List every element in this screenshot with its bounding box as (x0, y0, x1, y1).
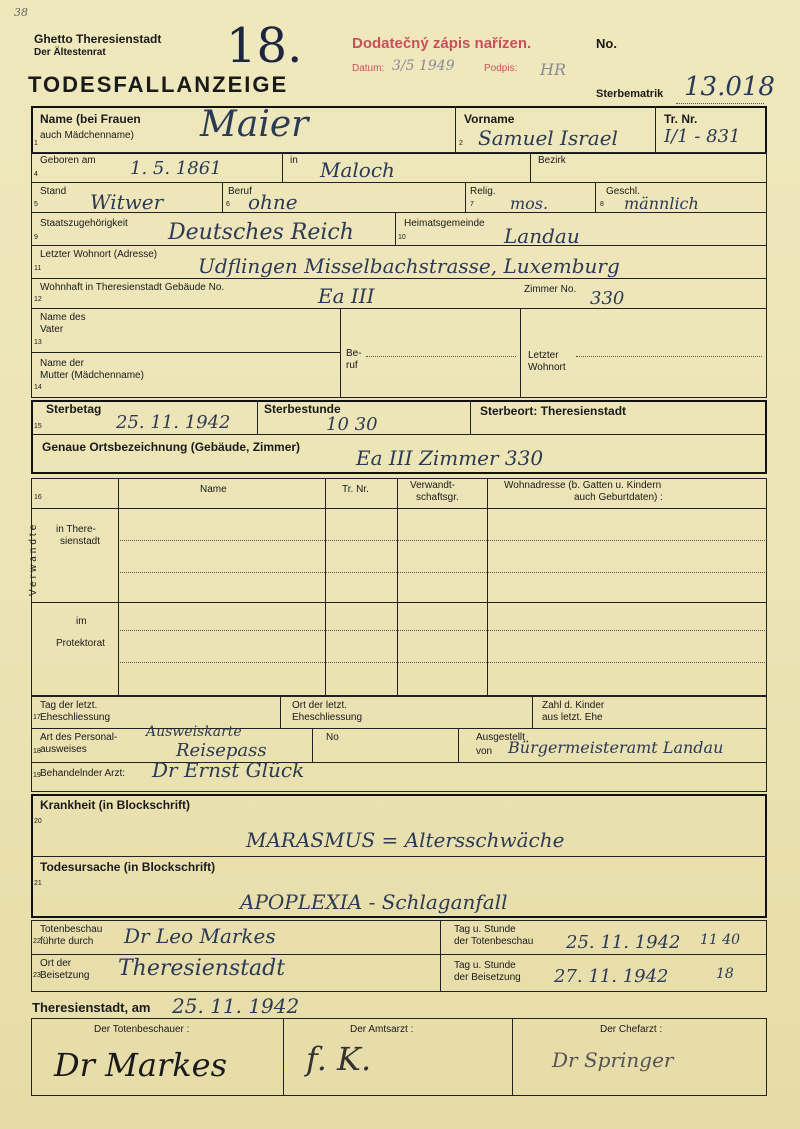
heimat-value: Landau (504, 224, 580, 248)
corner-note: 38 (14, 6, 28, 19)
col-trnr: Tr. Nr. (342, 484, 369, 495)
burial-date-label-2: der Beisetzung (454, 972, 521, 983)
children-label-2: aus letzt. Ehe (542, 712, 603, 723)
council-name: Der Ältestenrat (34, 47, 106, 58)
in-label: in (290, 155, 298, 166)
stamp-datum-label: Datum: (352, 63, 385, 74)
handwritten-number: 18. (226, 18, 303, 74)
doctor-value: Dr Ernst Glück (152, 758, 305, 782)
issued-label: Ausgestellt (476, 732, 525, 743)
stamp-datum-value: 3/5 1949 (392, 58, 455, 74)
relig-label: Relig. (470, 186, 496, 197)
burial-place-label-2: Beisetzung (40, 970, 90, 981)
no-label: No. (596, 36, 617, 51)
col-verw-2: schaftsgr. (416, 492, 459, 503)
form-title: TODESFALLANZEIGE (28, 72, 289, 97)
name-label-2: auch Mädchenname) (40, 130, 134, 141)
row-theresienstadt: in There- (56, 524, 96, 535)
examination-label-2: führte durch (40, 936, 94, 947)
sterbestunde-value: 10 30 (326, 414, 378, 435)
sig-official-label: Der Amtsarzt : (350, 1024, 414, 1035)
place-date-label: Theresienstadt, am (32, 1000, 151, 1015)
marriage-ort-label-2: Eheschliessung (292, 712, 363, 723)
burial-place-value: Theresienstadt (118, 956, 286, 981)
id-type-label-2: ausweises (40, 744, 87, 755)
row-protektorat: im (76, 616, 87, 627)
id-type-value-2: Reisepass (176, 740, 267, 761)
relatives-side-label: Verwandte (28, 521, 39, 596)
mutter-label: Name der (40, 358, 84, 369)
sig-chief-value: Dr Springer (552, 1048, 674, 1072)
geschl-label: Geschl. (606, 186, 640, 197)
sig-examiner-label: Der Totenbeschauer : (94, 1024, 190, 1035)
sterbetag-value: 25. 11. 1942 (116, 412, 231, 433)
beruf-value: ohne (248, 190, 298, 214)
exam-time-value: 11 40 (700, 932, 741, 948)
beruf2-label-2: ruf (346, 360, 358, 371)
col-wohn-2: auch Geburtdaten) : (574, 492, 663, 503)
in-value: Maloch (320, 158, 395, 182)
burial-time-value: 18 (716, 966, 734, 982)
col-name: Name (200, 484, 227, 495)
death-notice-form: 38 Ghetto Theresienstadt Der Ältestenrat TODESFALLANZEIGE 18. Dodatečný zápis nařízen. Datum: 3/5 1949 Podpis: HR No. Sterbematrik 13.018 Name (bei Frauen auch Mädchenname) 1 Maier Vorname 2 Samuel Israel Tr. Nr. I/1 - 831 Geboren am 4 1. 5. 1861 in Maloch Bezirk Stand 5 Witwer Beruf 6 ohne Relig. 7 mos. Geschl. 8 männlich Staatszugehörigkeit 9 Deutsches Reich Heimatsgemeinde 10 Landau Letzter Wohnort (Adresse) 11 Udflingen Misselbachstrasse, Luxemburg Wohnhaft in Theresienstadt Gebäude No. 12 Ea III Zimmer No. 330 Name des Vater 13 Be- ruf Letzter Wohnort Name der Mutter (Mädchenname) 14 Sterbetag 15 25. 11. 1942 Sterbestunde 10 30 Sterbeort: Theresienstadt Genaue Ortsbezeichnung (Gebäude, Zimmer) Ea III Zimmer 330 16 Name Tr. Nr. Verwandt- schaftsgr. Wohnadresse (b. Gatten u. Kindern auch Geburtdaten) : in There- sienstadt im Protektorat Verwandte Tag der letzt. Eheschliessung 17 Ort der letzt. Eheschliessung Zahl d. Kinder aus letzt. Ehe Art des Personal- ausweises 18 Ausweiskarte Reisepass No Ausgestellt von Bürgermeisteramt Landau Behandelnder Arzt: 19 Dr Ernst Glück Krankheit (in Blockschrift) 20 MARASMUS = Altersschwäche Todesursache (in Blockschrift) 21 APOPLEXIA - Schlaganfall Totenbeschau führte durch 22 Dr Leo Markes Tag u. Stunde der Totenbeschau 25. 11. 1942 11 40 Ort der Beisetzung 23 Theresienstadt Tag u. Stunde der Beisetzung 27. 11. 1942 18 Theresienstadt, am 25. 11. 1942 Der Totenbeschauer : Dr Markes Der Amtsarzt : f. K. Der Chefarzt : Dr Springer (0, 0, 800, 1129)
geschl-value: männlich (624, 194, 699, 213)
stamp-podpis-value: HR (540, 60, 566, 79)
sterbestunde-label: Sterbestunde (264, 402, 341, 416)
bezirk-label: Bezirk (538, 155, 566, 166)
exam-date-value: 25. 11. 1942 (566, 932, 681, 953)
examination-label: Totenbeschau (40, 924, 103, 935)
exam-date-label: Tag u. Stunde (454, 924, 516, 935)
disease-label: Krankheit (in Blockschrift) (40, 798, 191, 812)
heimat-label: Heimatsgemeinde (404, 218, 485, 229)
children-label: Zahl d. Kinder (542, 700, 605, 711)
burial-place-label: Ort der (40, 958, 72, 969)
disease-value: MARASMUS = Altersschwäche (246, 828, 565, 852)
stamp-podpis-label: Podpis: (484, 63, 518, 74)
id-type-value: Ausweiskarte (146, 724, 242, 740)
letzter-label-2: Wohnort (528, 362, 566, 373)
stamp-line: Dodatečný zápis nařízen. (352, 35, 532, 52)
wohnhaft-value: Ea III (318, 284, 375, 308)
zimmer-value: 330 (590, 288, 625, 309)
main-frame (31, 106, 767, 154)
issued-value: Bürgermeisteramt Landau (508, 738, 724, 757)
sterbematrik-value: 13.018 (684, 72, 775, 102)
vorname-value: Samuel Israel (478, 126, 618, 150)
sterbetag-label: Sterbetag (46, 402, 102, 416)
name-value: Maier (200, 104, 309, 145)
marriage-ort-label: Ort der letzt. (292, 700, 348, 711)
row-protektorat-2: Protektorat (56, 638, 105, 649)
ortsbez-label: Genaue Ortsbezeichnung (Gebäude, Zimmer) (42, 440, 301, 454)
trnr-value: I/1 - 831 (664, 126, 741, 147)
vorname-label: Vorname (464, 112, 515, 126)
sig-official-value: f. K. (306, 1040, 372, 1078)
mutter-label-2: Mutter (Mädchenname) (40, 370, 144, 381)
geboren-label: Geboren am (40, 155, 96, 166)
ghetto-name: Ghetto Theresienstadt (34, 32, 162, 46)
staat-label: Staatszugehörigkeit (40, 218, 128, 229)
relig-value: mos. (510, 194, 549, 213)
relatives-table (31, 478, 767, 696)
wohnhaft-label: Wohnhaft in Theresienstadt Gebäude No. (40, 282, 225, 293)
sterbematrik-label: Sterbematrik (596, 88, 664, 100)
place-date-value: 25. 11. 1942 (172, 994, 300, 1018)
col-verw: Verwandt- (410, 480, 456, 491)
marriage-tag-label: Tag der letzt. (40, 700, 98, 711)
vater-label: Name des (40, 312, 86, 323)
beruf2-label: Be- (346, 348, 362, 359)
cause-label: Todesursache (in Blockschrift) (40, 860, 216, 874)
cause-value: APOPLEXIA - Schlaganfall (240, 890, 508, 914)
wohnort-label: Letzter Wohnort (Adresse) (40, 249, 158, 260)
name-label: Name (bei Frauen (40, 112, 141, 126)
examination-value: Dr Leo Markes (124, 924, 276, 948)
id-no-label: No (326, 732, 339, 743)
trnr-label: Tr. Nr. (664, 112, 698, 126)
stand-label: Stand (40, 186, 67, 197)
sig-chief-label: Der Chefarzt : (600, 1024, 663, 1035)
ortsbez-value: Ea III Zimmer 330 (356, 446, 544, 470)
issued-label-2: von (476, 746, 493, 757)
zimmer-label: Zimmer No. (524, 284, 577, 295)
letzter-label: Letzter (528, 350, 559, 361)
beruf-label: Beruf (228, 186, 252, 197)
burial-date-label: Tag u. Stunde (454, 960, 516, 971)
doctor-label: Behandelnder Arzt: (40, 768, 126, 779)
sterbeort-label: Sterbeort: Theresienstadt (480, 404, 627, 418)
burial-date-value: 27. 11. 1942 (554, 966, 669, 987)
stand-value: Witwer (90, 190, 164, 214)
sig-examiner-value: Dr Markes (54, 1046, 228, 1084)
marriage-tag-label-2: Eheschliessung (40, 712, 111, 723)
geboren-value: 1. 5. 1861 (130, 158, 222, 179)
exam-date-label-2: der Totenbeschau (454, 936, 534, 947)
wohnort-value: Udflingen Misselbachstrasse, Luxemburg (198, 254, 620, 278)
staat-value: Deutsches Reich (168, 220, 354, 245)
col-wohn: Wohnadresse (b. Gatten u. Kindern (504, 480, 662, 491)
row-theresienstadt-2: sienstadt (60, 536, 101, 547)
vater-label-2: Vater (40, 324, 64, 335)
id-type-label: Art des Personal- (40, 732, 118, 743)
